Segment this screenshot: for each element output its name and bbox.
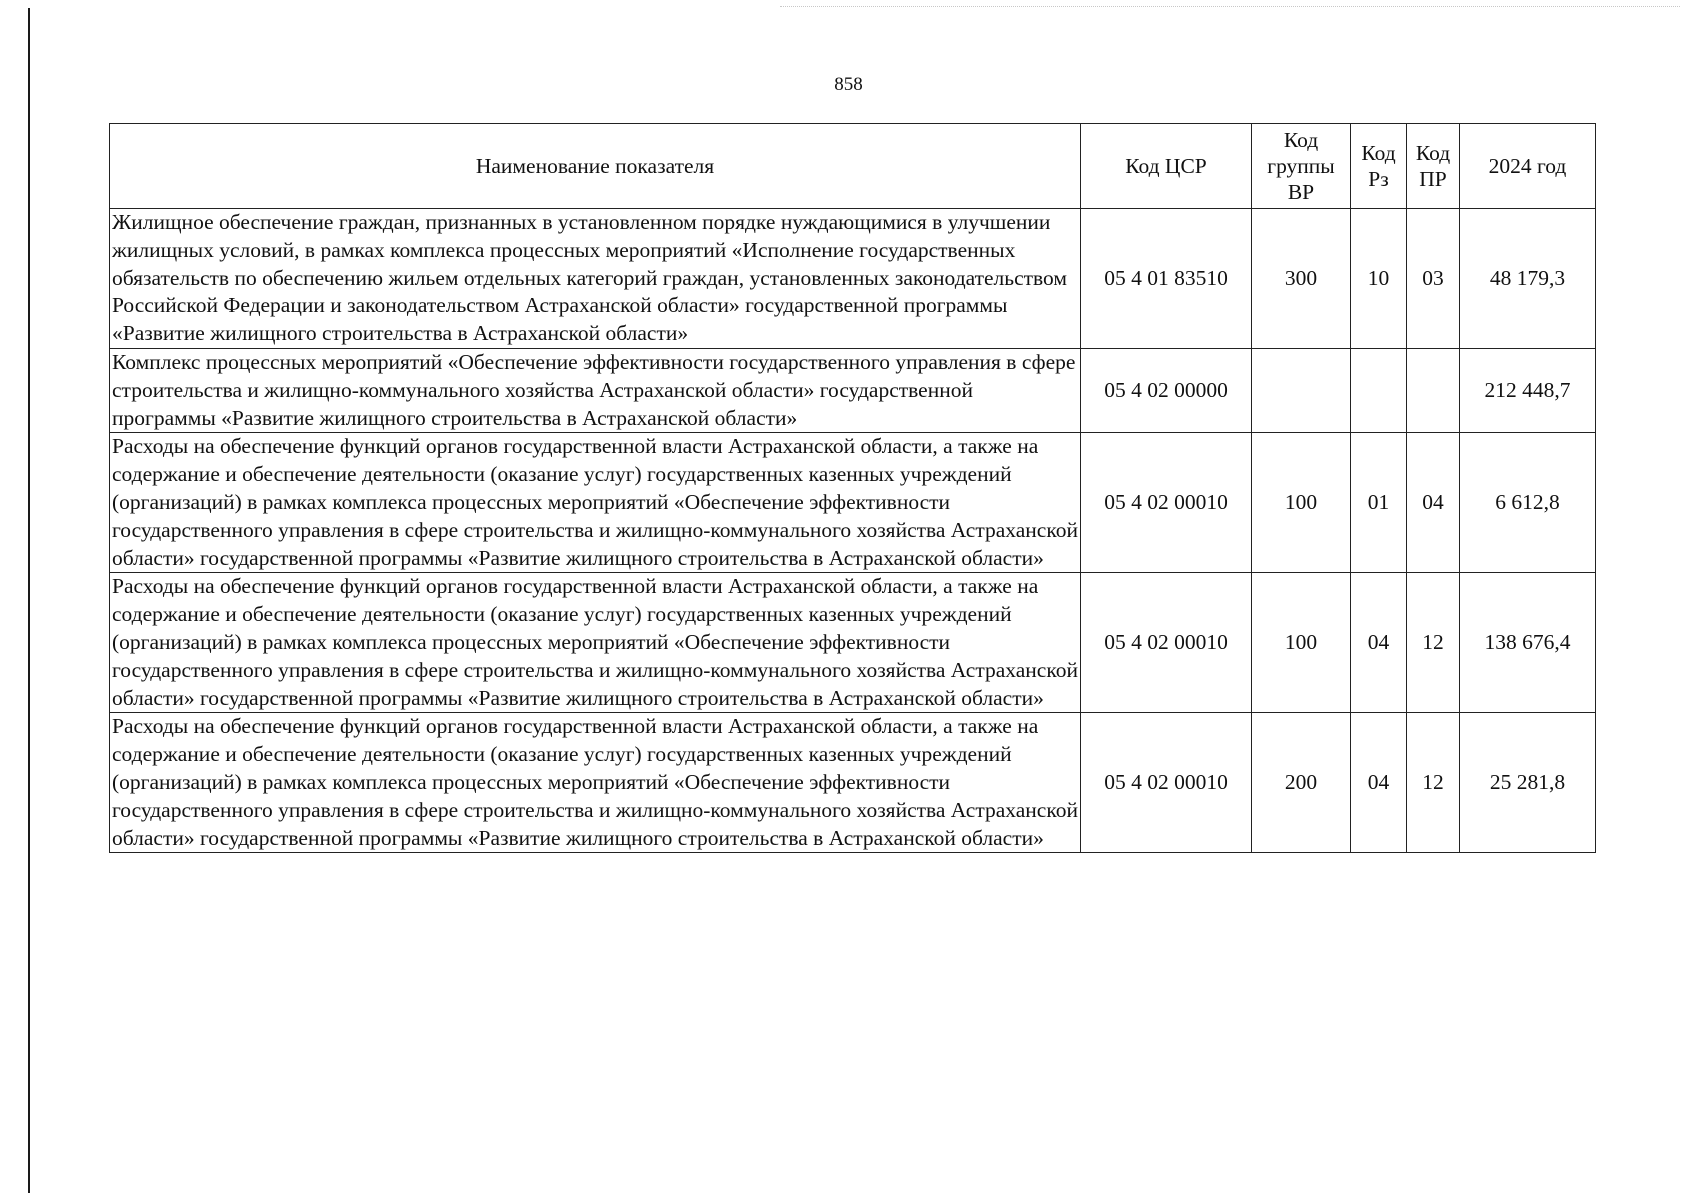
header-pr: Код ПР <box>1407 124 1460 209</box>
cell-amount: 25 281,8 <box>1460 713 1596 853</box>
cell-name: Расходы на обеспечение функций органов государственной власти Астраханской области, а также на содержание и обеспечение деятельности (оказание услуг) государственных казенных учреждений (организаций) в рамках комплекса процессных мероприятий «Обеспечение эффективности государственного управления в сфере строительства и жилищно-коммунального хозяйства Астраханской области» государственной программы «Развитие жилищного строительства в Астраханской области» <box>110 573 1081 713</box>
scan-top-artifact <box>780 6 1680 7</box>
cell-csr: 05 4 02 00000 <box>1081 348 1252 432</box>
header-year: 2024 год <box>1460 124 1596 209</box>
cell-vr: 100 <box>1252 433 1351 573</box>
cell-rz: 10 <box>1351 209 1407 349</box>
header-name: Наименование показателя <box>110 124 1081 209</box>
cell-rz: 04 <box>1351 573 1407 713</box>
cell-rz: 04 <box>1351 713 1407 853</box>
page-number: 858 <box>834 74 863 95</box>
table-row <box>110 713 1596 853</box>
table-row <box>110 433 1596 573</box>
cell-pr: 04 <box>1407 433 1460 573</box>
cell-pr: 12 <box>1407 573 1460 713</box>
cell-pr <box>1407 348 1460 432</box>
cell-pr: 12 <box>1407 713 1460 853</box>
cell-vr: 300 <box>1252 209 1351 349</box>
cell-amount: 48 179,3 <box>1460 209 1596 349</box>
table-row <box>110 573 1596 713</box>
cell-csr: 05 4 02 00010 <box>1081 713 1252 853</box>
scan-left-edge <box>28 8 30 1193</box>
header-csr: Код ЦСР <box>1081 124 1252 209</box>
cell-name: Комплекс процессных мероприятий «Обеспечение эффективности государственного управления в сфере строительства и жилищно-коммунального хозяйства Астраханской области» государственной программы «Развитие жилищного строительства в Астраханской области» <box>110 348 1081 432</box>
cell-name: Расходы на обеспечение функций органов государственной власти Астраханской области, а также на содержание и обеспечение деятельности (оказание услуг) государственных казенных учреждений (организаций) в рамках комплекса процессных мероприятий «Обеспечение эффективности государственного управления в сфере строительства и жилищно-коммунального хозяйства Астраханской области» государственной программы «Развитие жилищного строительства в Астраханской области» <box>110 433 1081 573</box>
table-header-row <box>110 124 1596 209</box>
cell-rz: 01 <box>1351 433 1407 573</box>
cell-csr: 05 4 01 83510 <box>1081 209 1252 349</box>
cell-pr: 03 <box>1407 209 1460 349</box>
header-rz: Код Рз <box>1351 124 1407 209</box>
cell-rz <box>1351 348 1407 432</box>
cell-vr: 100 <box>1252 573 1351 713</box>
budget-table <box>109 123 1596 853</box>
cell-name: Расходы на обеспечение функций органов государственной власти Астраханской области, а также на содержание и обеспечение деятельности (оказание услуг) государственных казенных учреждений (организаций) в рамках комплекса процессных мероприятий «Обеспечение эффективности государственного управления в сфере строительства и жилищно-коммунального хозяйства Астраханской области» государственной программы «Развитие жилищного строительства в Астраханской области» <box>110 713 1081 853</box>
cell-name: Жилищное обеспечение граждан, признанных в установленном порядке нуждающимися в улучшении жилищных условий, в рамках комплекса процессных мероприятий «Исполнение государственных обязательств по обеспечению жильем отдельных категорий граждан, установленных законодательством Российской Федерации и законодательством Астраханской области» государственной программы «Развитие жилищного строительства в Астраханской области» <box>110 209 1081 349</box>
cell-amount: 6 612,8 <box>1460 433 1596 573</box>
table-row <box>110 209 1596 349</box>
cell-vr <box>1252 348 1351 432</box>
header-vr: Код группы ВР <box>1252 124 1351 209</box>
cell-amount: 212 448,7 <box>1460 348 1596 432</box>
cell-csr: 05 4 02 00010 <box>1081 573 1252 713</box>
cell-csr: 05 4 02 00010 <box>1081 433 1252 573</box>
cell-amount: 138 676,4 <box>1460 573 1596 713</box>
cell-vr: 200 <box>1252 713 1351 853</box>
table-row <box>110 348 1596 432</box>
